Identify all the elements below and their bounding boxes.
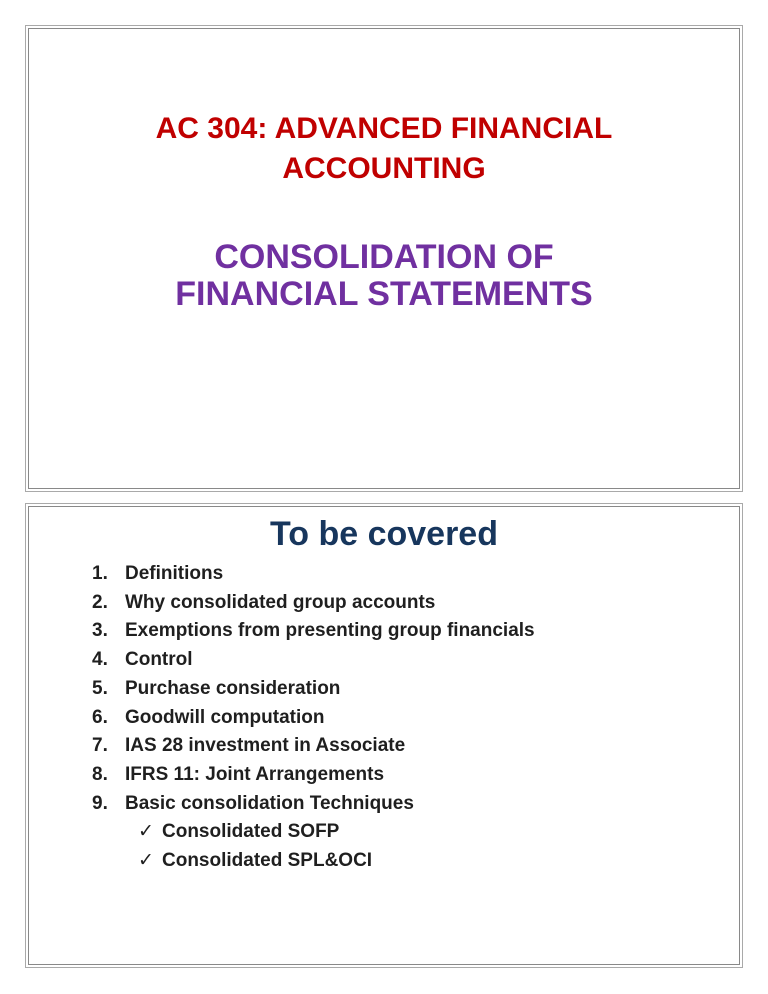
agenda-subitem-1-label: Consolidated SOFP (162, 821, 340, 843)
agenda-subitem-1 (138, 818, 739, 847)
agenda-subitem-2-label: Consolidated SPL&OCI (162, 850, 373, 872)
agenda-item-9-number: 9. (92, 792, 108, 814)
slide-2-frame (28, 506, 740, 965)
agenda-item-3 (92, 617, 739, 646)
agenda-list (29, 560, 739, 818)
checkmark-icon: ✓ (138, 850, 154, 872)
agenda-item-4 (92, 646, 739, 675)
agenda-item-8-number: 8. (92, 763, 108, 785)
agenda-item-6-number: 6. (92, 706, 108, 728)
agenda-subitem-2 (138, 847, 739, 876)
agenda-item-1-label: Definitions (125, 563, 224, 584)
agenda-item-5 (92, 675, 739, 704)
course-subtitle-line-1: CONSOLIDATION OF (214, 238, 554, 276)
agenda-item-2-number: 2. (92, 591, 108, 613)
course-title (29, 29, 739, 189)
agenda-item-2-label: Why consolidated group accounts (125, 591, 436, 613)
agenda-item-2 (92, 589, 739, 618)
checkmark-icon: ✓ (138, 821, 154, 843)
course-subtitle-line-2: FINANCIAL STATEMENTS (175, 275, 593, 313)
agenda-item-8 (92, 761, 739, 790)
agenda-item-4-number: 4. (92, 649, 108, 671)
slide-1 (25, 25, 743, 492)
agenda-item-7 (92, 732, 739, 761)
course-title-line-2: ACCOUNTING (282, 152, 486, 185)
slide-2 (25, 503, 743, 968)
agenda-item-9-label: Basic consolidation Techniques (125, 792, 414, 814)
agenda-item-3-number: 3. (92, 620, 108, 642)
agenda-item-1-number: 1. (92, 563, 108, 584)
agenda-sublist (29, 818, 739, 875)
slide-1-frame (28, 28, 740, 489)
course-title-line-1: AC 304: ADVANCED FINANCIAL (155, 112, 613, 145)
agenda-item-4-label: Control (125, 649, 193, 671)
course-subtitle (29, 239, 739, 313)
agenda-item-6-label: Goodwill computation (125, 706, 325, 728)
agenda-item-1 (92, 560, 739, 589)
agenda-item-5-number: 5. (92, 677, 108, 699)
agenda-item-7-label: IAS 28 investment in Associate (125, 735, 406, 757)
agenda-item-9 (92, 790, 739, 819)
agenda-title: To be covered (270, 515, 498, 553)
agenda-item-7-number: 7. (92, 735, 108, 757)
agenda-item-5-label: Purchase consideration (125, 677, 341, 699)
agenda-item-3-label: Exemptions from presenting group financials (125, 620, 535, 642)
agenda-item-8-label: IFRS 11: Joint Arrangements (125, 763, 385, 785)
agenda-item-6 (92, 704, 739, 733)
